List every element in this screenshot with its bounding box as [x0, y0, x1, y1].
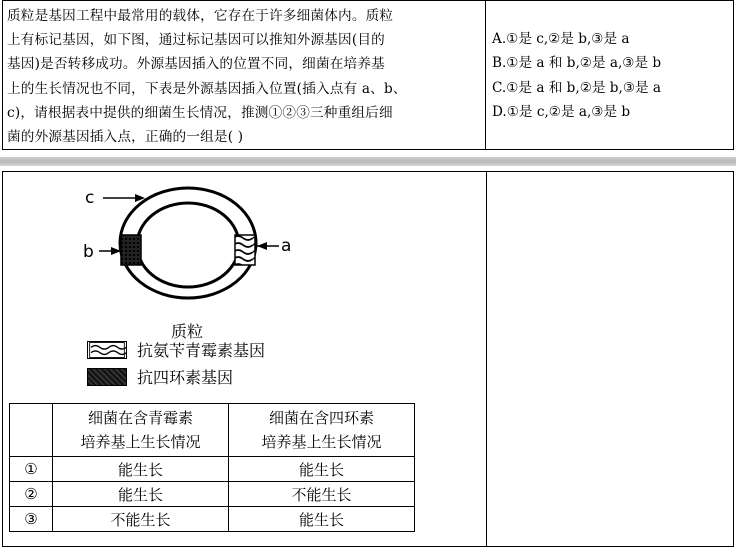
- tetracycline-gene-block: [121, 235, 141, 265]
- table-header-row: [10, 404, 415, 457]
- cell-tetracycline: 能生长: [229, 507, 415, 532]
- option-b[interactable]: B.①是 a 和 b,②是 a,③是 b: [492, 55, 662, 72]
- legend-label: 抗四环素基因: [137, 368, 234, 387]
- arrow-a-head: [257, 242, 267, 250]
- question-stem: [3, 1, 486, 149]
- wave-pattern-icon: [87, 341, 127, 359]
- cell-tetracycline: 不能生长: [229, 482, 415, 507]
- option-d[interactable]: D.①是 c,②是 a,③是 b: [492, 104, 631, 121]
- dark-fill-icon: [87, 368, 127, 386]
- cell-penicillin: 能生长: [53, 482, 229, 507]
- figure-caption: 质粒: [171, 322, 204, 341]
- header-tetracycline: 细菌在含四环素 培养基上生长情况: [229, 404, 415, 457]
- header-blank: [10, 404, 53, 457]
- growth-table: [9, 403, 415, 532]
- stem-line: 基因)是否转移成功。外源基因插入的位置不同，细菌在培养基: [7, 56, 385, 73]
- stem-line: 质粒是基因工程中最常用的载体，它存在于许多细菌体内。质粒: [7, 8, 394, 24]
- stem-line: 上有标记基因，如下图，通过标记基因可以推知外源基因(目的: [7, 32, 385, 49]
- cell-penicillin: 能生长: [53, 457, 229, 482]
- legend-label: 抗氨苄青霉素基因: [137, 341, 266, 360]
- cell-tetracycline: 能生长: [229, 457, 415, 482]
- section-separator: [0, 157, 736, 166]
- option-a[interactable]: A.①是 c,②是 b,③是 a: [492, 31, 630, 47]
- row-id: ②: [10, 482, 53, 507]
- table-row: [10, 482, 415, 507]
- legend-item-ampicillin: [87, 338, 265, 361]
- legend-item-tetracycline: [87, 365, 233, 388]
- row-id: ③: [10, 507, 53, 532]
- header-penicillin: 细菌在含青霉素 培养基上生长情况: [53, 404, 229, 457]
- stem-line: 上的生长情况也不同，下表是外源基因插入位置(插入点有 a、b、: [7, 80, 407, 97]
- option-c[interactable]: C.①是 a 和 b,②是 b,③是 a: [492, 79, 662, 96]
- stem-line: c)，请根据表中提供的细菌生长情况，推测①②③三种重组后细: [7, 104, 393, 121]
- row-id: ①: [10, 457, 53, 482]
- figure-table: [2, 171, 734, 547]
- plasmid-inner-ring: [137, 203, 239, 287]
- answer-options: [486, 1, 733, 149]
- table-row: [10, 507, 415, 532]
- stem-line: 菌的外源基因插入点，正确的一组是( ): [7, 129, 244, 146]
- cell-penicillin: 不能生长: [53, 507, 229, 532]
- table-row: [10, 457, 415, 482]
- question-table: [2, 0, 734, 150]
- ampicillin-gene-block: [235, 235, 255, 265]
- label-c: c: [85, 188, 95, 208]
- label-b: b: [83, 242, 94, 262]
- label-a: a: [281, 236, 292, 256]
- column-divider: [486, 172, 487, 546]
